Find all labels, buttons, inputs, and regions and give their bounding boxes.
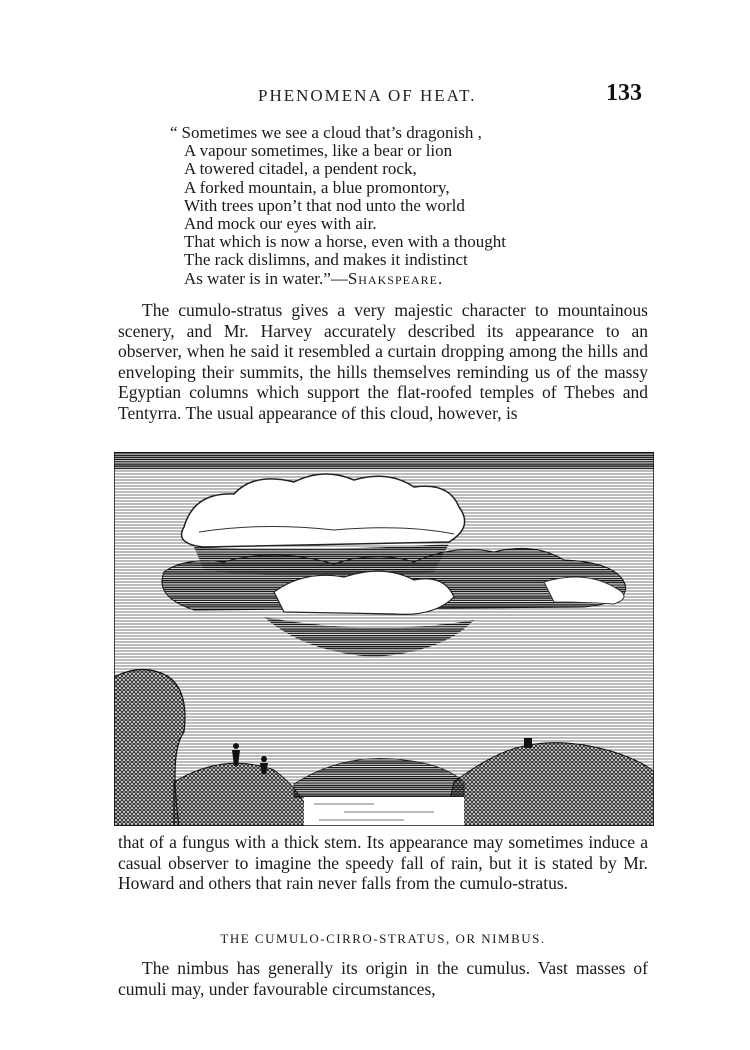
poem-attribution: Shakspeare. [347, 268, 444, 288]
poem-line: The rack dislimns, and makes it indistinct [184, 250, 468, 270]
body-paragraph: The cumulo-stratus gives a very majestic character to mountainous scenery, and Mr. Harvey accurately described its appearance to an observer, when he said it resembled a curtain dropping among the hills and enveloping their summits, the hills themselves reminding us of the massy Egyptian columns which support the flat-roofed temples of Thebes and Tentyrra. The usual appearance of this cloud, however, is [118, 300, 648, 423]
poem-line: With trees upon’t that nod unto the world [184, 195, 465, 215]
poem-line: As water is in water.”—Shakspeare. [184, 268, 444, 288]
poem-quotation [170, 124, 650, 288]
poem-line: A forked mountain, a blue promontory, [184, 177, 450, 197]
body-paragraph: The nimbus has generally its origin in the cumulus. Vast masses of cumuli may, under favourable circumstances, [118, 958, 648, 999]
running-title: PHENOMENA OF HEAT. [258, 86, 477, 105]
poem-line: A vapour sometimes, like a bear or lion [184, 141, 453, 161]
poem-line: And mock our eyes with air. [184, 214, 377, 234]
body-paragraph: that of a fungus with a thick stem. Its appearance may sometimes induce a casual observer to imagine the speedy fall of rain, but it is stated by Mr. Howard and others that rain never falls from the cumulo-stratus. [118, 832, 648, 894]
open-quote: “ [170, 123, 178, 142]
cumulo-stratus-engraving [114, 452, 654, 826]
poem-line: That which is now a horse, even with a thought [184, 232, 506, 252]
poem-line: “ Sometimes we see a cloud that’s dragonish , [170, 123, 482, 142]
section-heading: THE CUMULO-CIRRO-STRATUS, OR NIMBUS. [220, 931, 546, 946]
page-number: 133 [606, 80, 642, 106]
poem-line: A towered citadel, a pendent rock, [184, 159, 417, 179]
